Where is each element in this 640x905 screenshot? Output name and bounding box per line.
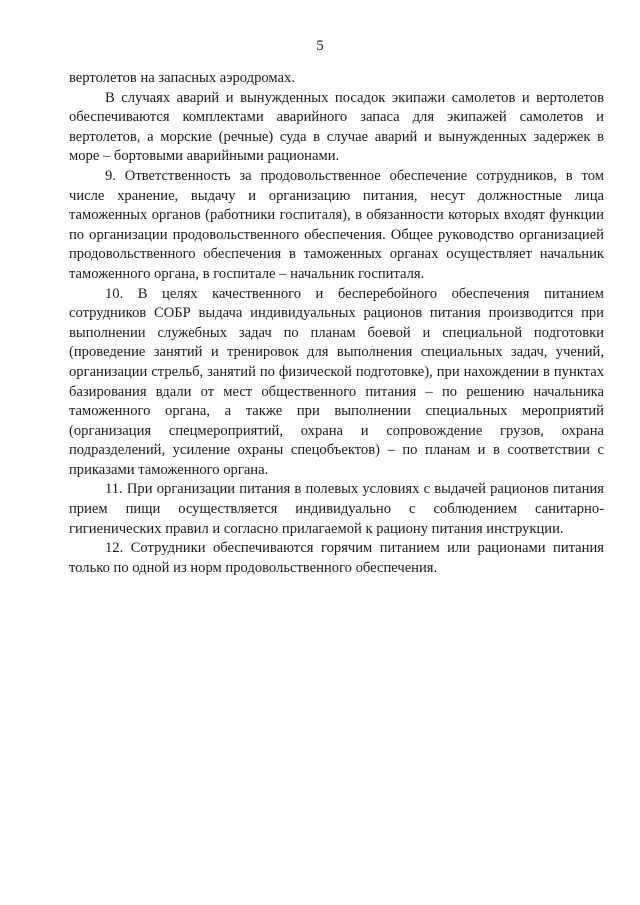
paragraph-9: 9. Ответственность за продовольственное обеспечение сотрудников, в том числе хранение, выдачу и организацию питания, несут должностные лица таможенных органов (работники госпиталя), в обязанности которых входят функции по организации продовольственного обеспечения. Общее руководство организацией продовольственного обеспечения в таможенных органах осуществляет начальник таможенного органа, в госпитале – начальник госпиталя. bbox=[69, 167, 604, 282]
paragraph-10: 10. В целях качественного и бесперебойного обеспечения питанием сотрудников СОБР выдача индивидуальных рационов питания производится при выполнении служебных задач по планам боевой и специальной подготовки (проведение занятий и тренировок для выполнения специальных задач, учений, организации стрельб, занятий по физической подготовке), при нахождении в пунктах базирования вдали от мест общественного питания – по решению начальника таможенного органа, а также при выполнении специальных мероприятий (организация спецмероприятий, охрана и сопровождение грузов, охрана подразделений, усиление охраны спецобъектов) – по планам и в соответствии с приказами таможенного органа. bbox=[69, 285, 604, 478]
paragraph-11: 11. При организации питания в полевых условиях с выдачей рационов питания прием пищи осуществляется индивидуально с соблюдением санитарно-гигиенических правил и согласно прилагаемой к рациону питания инструкции. bbox=[69, 481, 604, 537]
paragraph-12: 12. Сотрудники обеспечиваются горячим питанием или рационами питания только по одной из норм продовольственного обеспечения. bbox=[69, 540, 604, 576]
document-body bbox=[69, 69, 604, 578]
paragraph-emergency-supplies: В случаях аварий и вынужденных посадок экипажи самолетов и вертолетов обеспечиваются комплектами аварийного запаса для экипажей самолетов и вертолетов, а морские (речные) суда в случае аварий и вынужденных задержек в море – бортовыми аварийными рационами. bbox=[69, 89, 604, 165]
paragraph-continuation: вертолетов на запасных аэродромах. bbox=[69, 70, 295, 86]
page-number: 5 bbox=[316, 38, 324, 54]
